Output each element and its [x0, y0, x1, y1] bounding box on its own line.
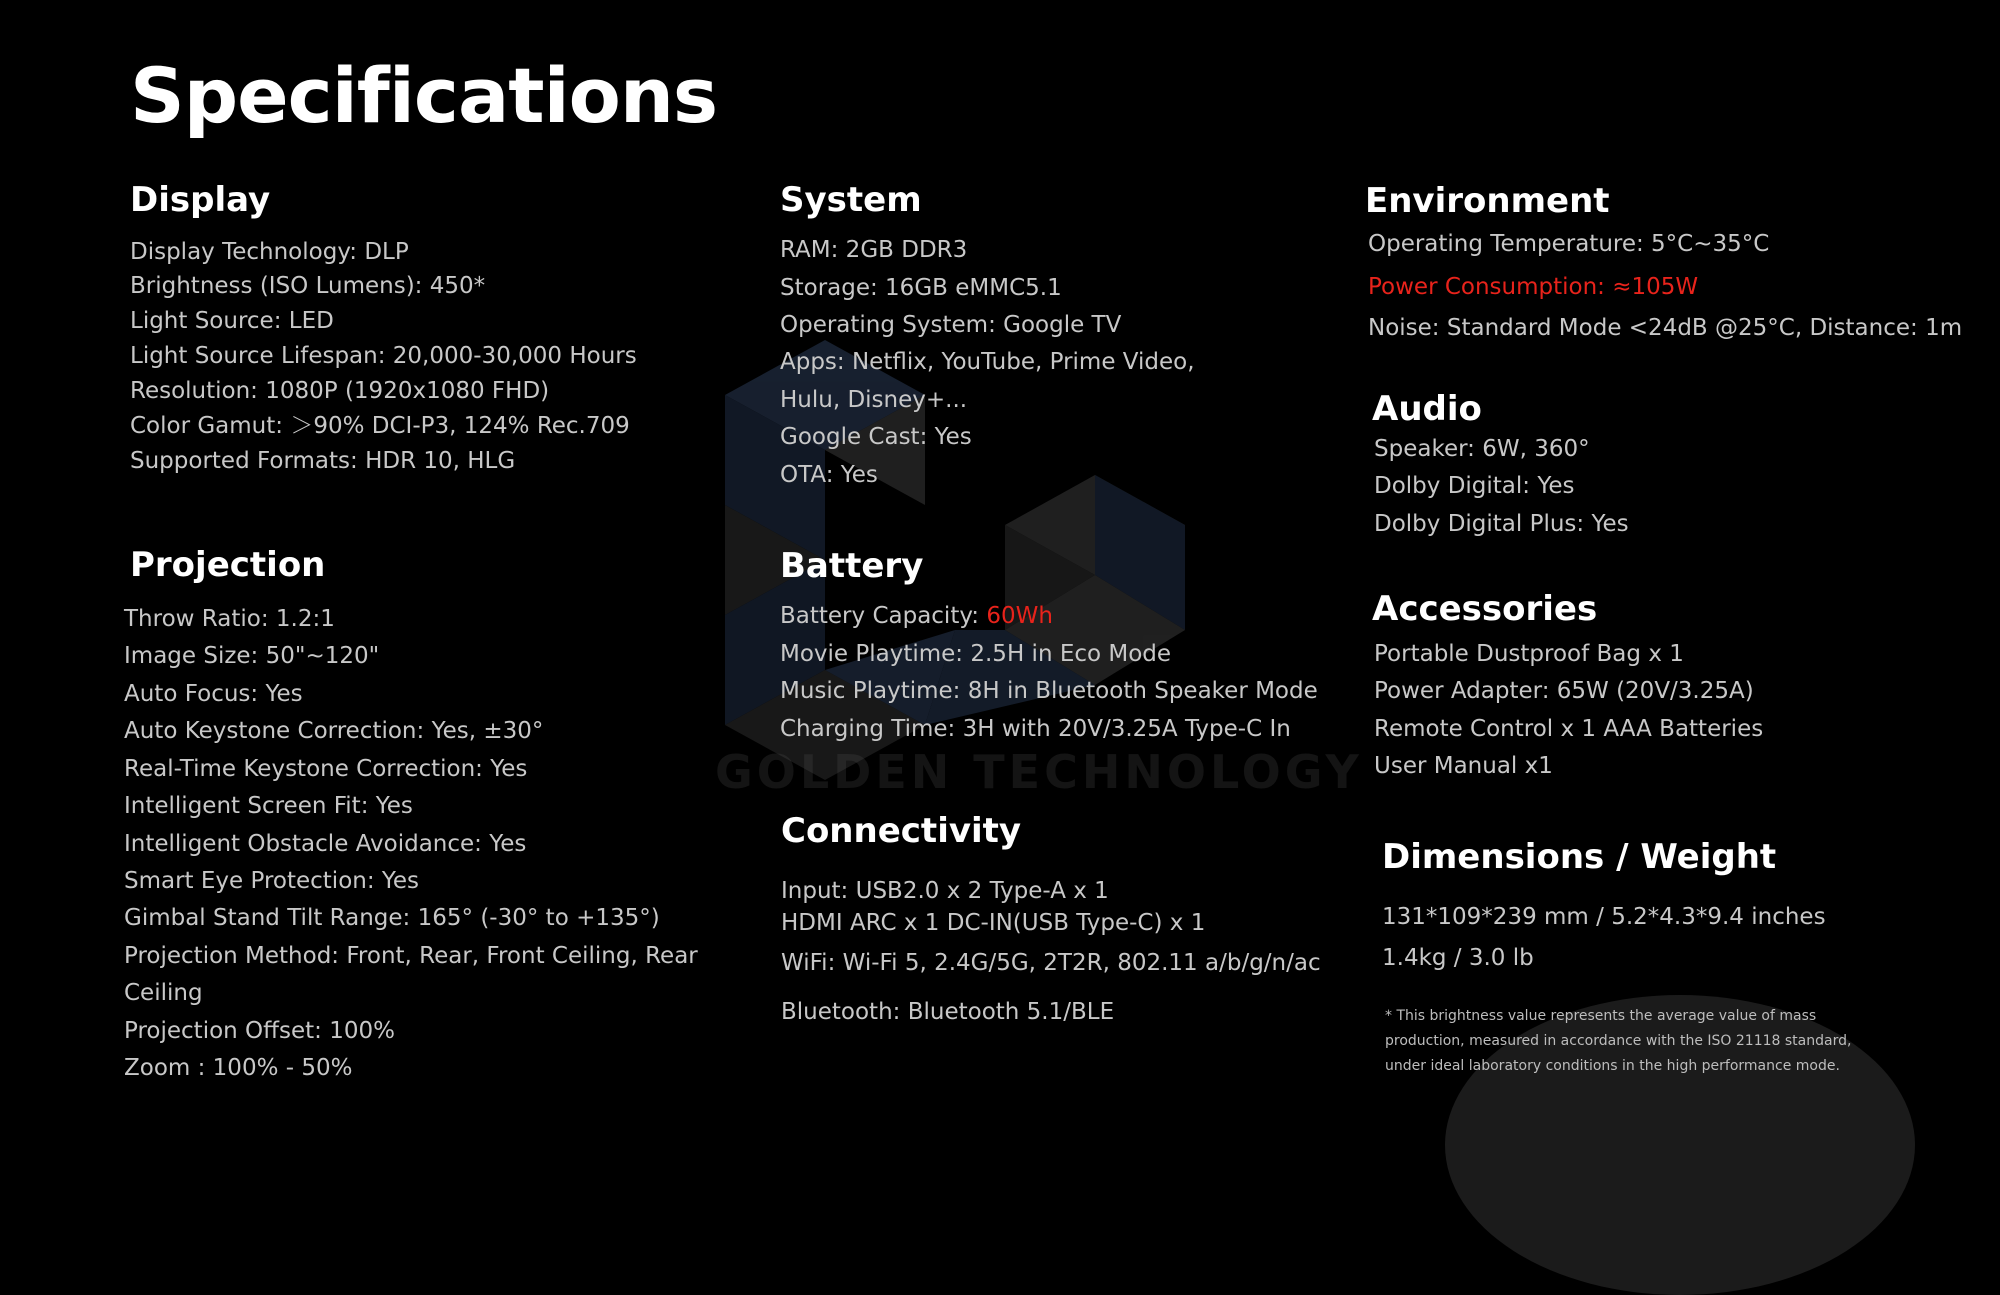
system-item: Google Cast: Yes: [780, 424, 972, 450]
projection-item: Throw Ratio: 1.2:1: [124, 606, 335, 632]
connectivity-item: WiFi: Wi-Fi 5, 2.4G/5G, 2T2R, 802.11 a/b/g/n/ac: [781, 950, 1321, 976]
accessories-item: Portable Dustproof Bag x 1: [1374, 641, 1684, 667]
display-heading: Display: [130, 180, 271, 220]
system-heading: System: [780, 180, 922, 220]
display-item: Light Source Lifespan: 20,000-30,000 Hours: [130, 343, 637, 369]
accessories-item: Remote Control x 1 AAA Batteries: [1374, 716, 1764, 742]
projection-item: Image Size: 50"~120": [124, 643, 380, 669]
dimensions-item: 1.4kg / 3.0 lb: [1382, 945, 1534, 971]
system-item: Apps: Netflix, YouTube, Prime Video,: [780, 349, 1195, 375]
connectivity-item: Input: USB2.0 x 2 Type-A x 1: [781, 878, 1109, 904]
system-item: Hulu, Disney+...: [780, 387, 968, 413]
system-item: RAM: 2GB DDR3: [780, 237, 968, 263]
audio-item: Speaker: 6W, 360°: [1374, 436, 1590, 462]
projection-heading: Projection: [130, 545, 326, 585]
projection-item: Auto Keystone Correction: Yes, ±30°: [124, 718, 544, 744]
brightness-footnote: [1385, 1004, 1865, 1079]
power-consumption: Power Consumption: ≈105W: [1368, 274, 1699, 300]
display-item: Display Technology: DLP: [130, 239, 409, 265]
battery-heading: Battery: [780, 546, 924, 586]
environment-heading: Environment: [1365, 181, 1610, 221]
footnote-line: under ideal laboratory conditions in the high performance mode.: [1385, 1058, 1840, 1074]
audio-item: Dolby Digital Plus: Yes: [1374, 511, 1629, 537]
environment-item: Noise: Standard Mode <24dB @25°C, Distance: 1m: [1368, 315, 1963, 341]
system-item: Operating System: Google TV: [780, 312, 1122, 338]
page-title: Specifications: [130, 51, 718, 140]
battery-capacity: [780, 605, 1053, 628]
battery-item: Music Playtime: 8H in Bluetooth Speaker Mode: [780, 678, 1318, 704]
display-item: Color Gamut: ＞90% DCI-P3, 124% Rec.709: [130, 413, 630, 439]
watermark-text: GOLDEN TECHNOLOGY: [715, 745, 1363, 799]
projection-item: Gimbal Stand Tilt Range: 165° (-30° to +135°): [124, 905, 660, 931]
system-item: Storage: 16GB eMMC5.1: [780, 275, 1062, 301]
display-item: Supported Formats: HDR 10, HLG: [130, 448, 516, 474]
projection-item: Projection Method: Front, Rear, Front Ceiling, Rear: [124, 943, 698, 969]
battery-capacity-value: 60Wh: [986, 603, 1053, 629]
connectivity-heading: Connectivity: [781, 811, 1022, 851]
dimensions-heading: Dimensions / Weight: [1382, 837, 1777, 877]
audio-item: Dolby Digital: Yes: [1374, 473, 1575, 499]
projection-item: Intelligent Obstacle Avoidance: Yes: [124, 831, 527, 857]
projection-item: Real-Time Keystone Correction: Yes: [124, 756, 528, 782]
accessories-item: User Manual x1: [1374, 753, 1553, 779]
footnote-line: production, measured in accordance with the ISO 21118 standard,: [1385, 1033, 1852, 1049]
projection-item: Auto Focus: Yes: [124, 681, 303, 707]
projection-item: Zoom : 100% - 50%: [124, 1055, 353, 1081]
projection-item: Intelligent Screen Fit: Yes: [124, 793, 413, 819]
system-item: OTA: Yes: [780, 462, 878, 488]
display-item: Light Source: LED: [130, 308, 334, 334]
accessories-item: Power Adapter: 65W (20V/3.25A): [1374, 678, 1754, 704]
connectivity-item: Bluetooth: Bluetooth 5.1/BLE: [781, 999, 1115, 1025]
dimensions-item: 131*109*239 mm / 5.2*4.3*9.4 inches: [1382, 904, 1826, 930]
footnote-line: * This brightness value represents the average value of mass: [1385, 1008, 1817, 1024]
battery-item: Charging Time: 3H with 20V/3.25A Type-C In: [780, 716, 1291, 742]
accessories-heading: Accessories: [1372, 589, 1598, 629]
projection-item: Ceiling: [124, 980, 203, 1006]
environment-item: Operating Temperature: 5°C~35°C: [1368, 231, 1770, 257]
audio-heading: Audio: [1372, 389, 1482, 429]
battery-item: Movie Playtime: 2.5H in Eco Mode: [780, 641, 1172, 667]
display-item: Brightness (ISO Lumens): 450*: [130, 273, 486, 299]
projection-item: Projection Offset: 100%: [124, 1018, 395, 1044]
projection-item: Smart Eye Protection: Yes: [124, 868, 420, 894]
display-item: Resolution: 1080P (1920x1080 FHD): [130, 378, 550, 404]
battery-capacity-label: Battery Capacity:: [780, 603, 987, 629]
connectivity-item: HDMI ARC x 1 DC-IN(USB Type-C) x 1: [781, 910, 1206, 936]
